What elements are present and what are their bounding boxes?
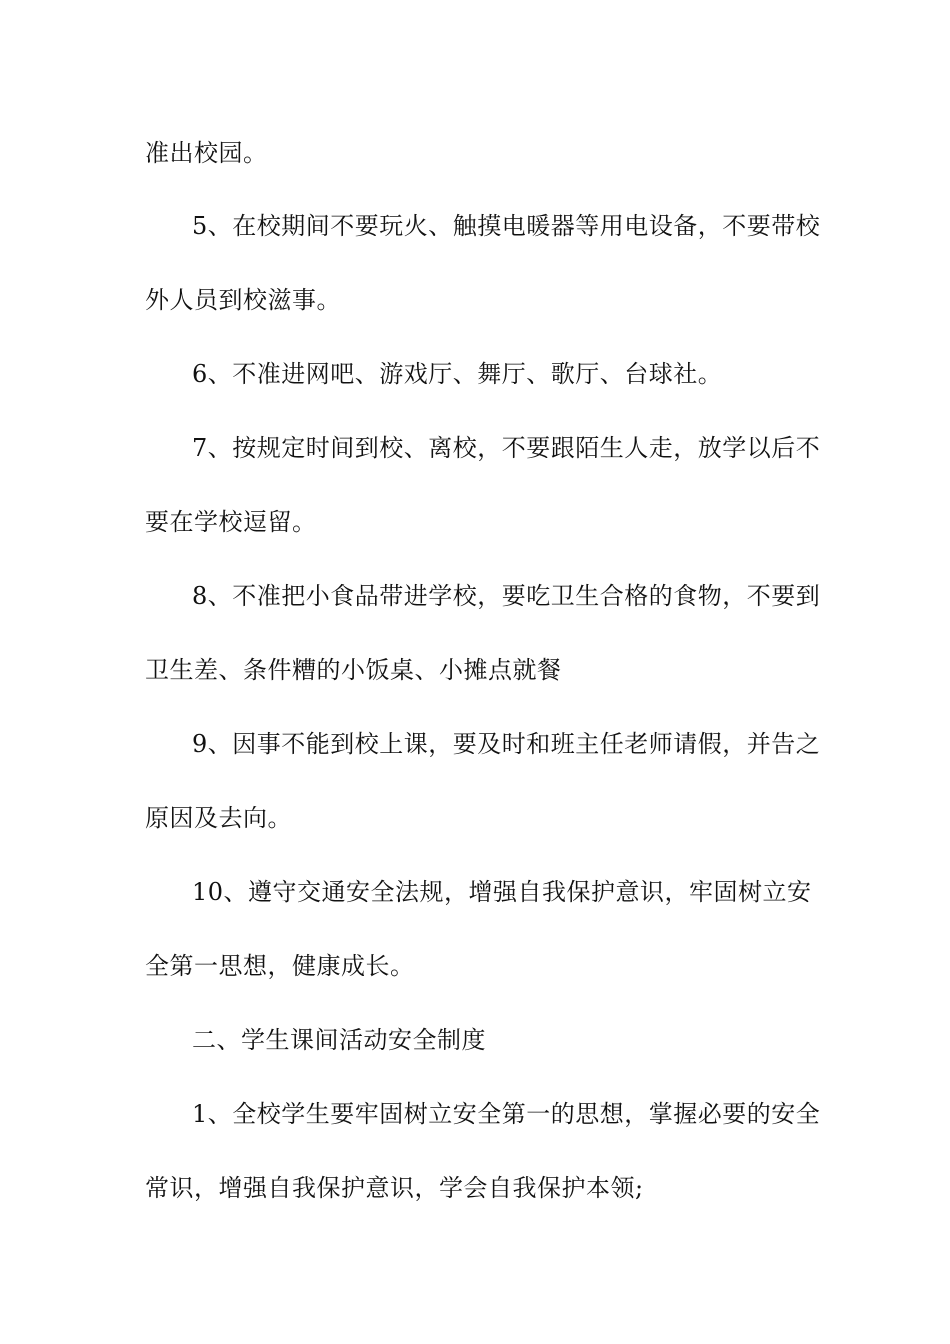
paragraph-line: 原因及去向。 (145, 804, 292, 832)
paragraph-line: 卫生差、条件糟的小饭桌、小摊点就餐 (145, 656, 562, 684)
paragraph-line: 7、按规定时间到校、离校，不要跟陌生人走，放学以后不 (192, 434, 821, 462)
paragraph-line: 常识，增强自我保护意识，学会自我保护本领; (145, 1174, 644, 1202)
paragraph-line: 1、全校学生要牢固树立安全第一的思想，掌握必要的安全 (192, 1100, 821, 1128)
paragraph-line: 6、不准进网吧、游戏厅、舞厅、歌厅、台球社。 (192, 360, 723, 388)
paragraph-line: 要在学校逗留。 (145, 508, 317, 536)
paragraph-line: 8、不准把小食品带进学校，要吃卫生合格的食物，不要到 (192, 582, 821, 610)
paragraph-line: 5、在校期间不要玩火、触摸电暖器等用电设备，不要带校 (192, 212, 821, 240)
paragraph-line: 准出校园。 (145, 139, 268, 167)
section-heading: 二、学生课间活动安全制度 (192, 1026, 486, 1054)
paragraph-line: 全第一思想，健康成长。 (145, 952, 415, 980)
paragraph-line: 外人员到校滋事。 (145, 286, 341, 314)
paragraph-line: 9、因事不能到校上课，要及时和班主任老师请假，并告之 (192, 730, 821, 758)
paragraph-line: 10、遵守交通安全法规，增强自我保护意识，牢固树立安 (192, 878, 812, 906)
